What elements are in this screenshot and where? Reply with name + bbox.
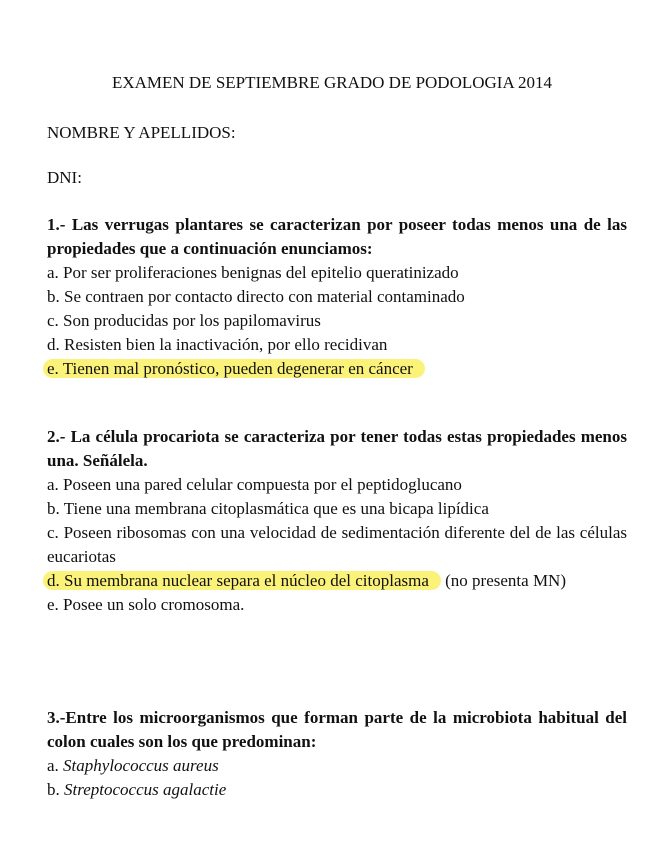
question-3 [47,706,627,802]
option-a [47,754,627,778]
exam-title: EXAMEN DE SEPTIEMBRE GRADO DE PODOLOGIA 2014 [111,73,553,92]
option-d-note: (no presenta MN) [440,571,566,590]
option-prefix: b. [47,780,64,799]
option-a: a. Poseen una pared celular compuesta por el peptidoglucano [47,475,462,494]
question-text: 2.- La célula procariota se caracteriza por tener todas estas propiedades menos una. Señálela. [47,427,627,470]
option-a: a. Por ser proliferaciones benignas del epitelio queratinizado [47,263,459,282]
option-e-highlighted: e. Tienen mal pronóstico, pueden degenerar en cáncer [43,359,425,378]
question-2 [47,425,627,617]
question-1 [47,213,627,381]
option-e: e. Posee un solo cromosoma. [47,595,245,614]
dni-label: DNI: [47,168,82,187]
option-d-highlighted: d. Su membrana nuclear separa el núcleo del citoplasma [43,571,441,590]
organism-name: Staphylococcus aureus [63,756,219,775]
option-prefix: a. [47,756,64,775]
organism-name: Streptococcus agalactie [64,780,227,799]
option-c: c. Poseen ribosomas con una velocidad de sedimentación diferente del de las células eucariotas [47,523,627,566]
option-d: d. Resisten bien la inactivación, por ello recidivan [47,335,388,354]
option-b: b. Se contraen por contacto directo con material contaminado [47,287,465,306]
question-text: 3.-Entre los microorganismos que forman parte de la microbiota habitual del colon cuales son los que predominan: [47,708,627,751]
option-b [47,778,627,802]
option-b: b. Tiene una membrana citoplasmática que es una bicapa lipídica [47,499,489,518]
name-label: NOMBRE Y APELLIDOS: [47,123,236,142]
question-text: 1.- Las verrugas plantares se caracterizan por poseer todas menos una de las propiedades que a continuación enunciamos: [47,215,627,258]
option-c: c. Son producidas por los papilomavirus [47,311,321,330]
